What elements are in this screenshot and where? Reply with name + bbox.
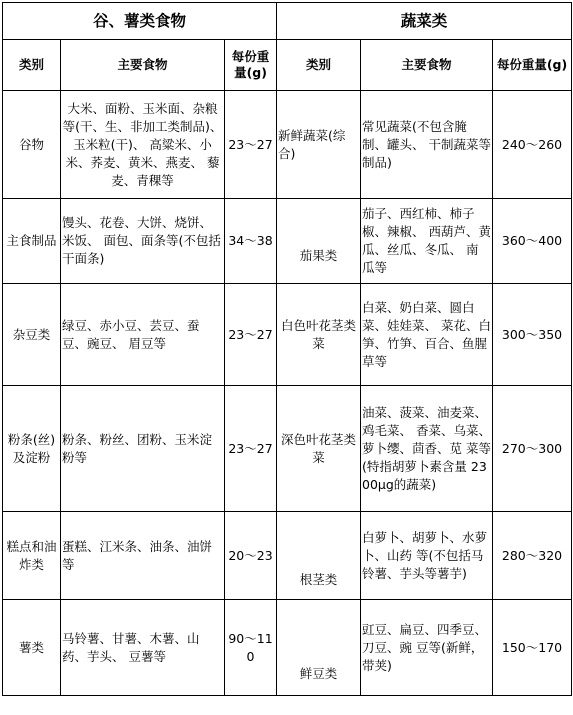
veg-category: 根茎类 — [277, 512, 361, 600]
veg-weight: 270～300 — [493, 386, 572, 512]
veg-main-food: 常见蔬菜(不包含腌制、罐头、 干制蔬菜等制品) — [361, 91, 493, 199]
veg-main-food: 油菜、菠菜、油麦菜、鸡毛菜、 香菜、乌菜、萝卜缨、茴香、苋 菜等(特指胡萝卜素含量 2300μg的蔬菜) — [361, 386, 493, 512]
section-title-vegetables: 蔬菜类 — [277, 3, 572, 40]
veg-weight: 360～400 — [493, 199, 572, 284]
grain-category: 杂豆类 — [3, 284, 61, 386]
header-veg-category: 类别 — [277, 40, 361, 91]
grain-category: 主食制品 — [3, 199, 61, 284]
column-header-row — [3, 40, 572, 91]
grain-main-food: 蛋糕、江米条、油条、油饼等 — [61, 512, 225, 600]
table-row — [3, 386, 572, 512]
grain-main-food: 绿豆、赤小豆、芸豆、蚕豆、豌豆、 眉豆等 — [61, 284, 225, 386]
grain-weight: 34～38 — [225, 199, 277, 284]
grain-weight: 23～27 — [225, 386, 277, 512]
veg-weight: 150～170 — [493, 600, 572, 696]
grain-weight: 23～27 — [225, 91, 277, 199]
table-row — [3, 91, 572, 199]
table-row — [3, 199, 572, 284]
header-veg-main-food: 主要食物 — [361, 40, 493, 91]
table-row — [3, 600, 572, 696]
grain-weight: 23～27 — [225, 284, 277, 386]
header-grain-main-food: 主要食物 — [61, 40, 225, 91]
veg-category: 新鲜蔬菜(综合) — [277, 91, 361, 199]
section-header-row — [3, 3, 572, 40]
header-grain-category: 类别 — [3, 40, 61, 91]
veg-weight: 300～350 — [493, 284, 572, 386]
veg-main-food: 茄子、西红柿、柿子椒、辣椒、 西葫芦、黄瓜、丝瓜、冬瓜、 南 瓜等 — [361, 199, 493, 284]
header-grain-weight: 每份重量(g) — [225, 40, 277, 91]
veg-weight: 280～320 — [493, 512, 572, 600]
veg-category: 茄果类 — [277, 199, 361, 284]
grain-main-food: 大米、面粉、玉米面、杂粮等(干、生、非加工类制品)、玉米粒(干)、 高粱米、小米、荞麦、黄米、燕麦、 藜麦、青稞等 — [61, 91, 225, 199]
grain-weight: 20～23 — [225, 512, 277, 600]
table-row — [3, 512, 572, 600]
veg-category: 鲜豆类 — [277, 600, 361, 696]
grain-category: 糕点和油炸类 — [3, 512, 61, 600]
table-row — [3, 284, 572, 386]
grain-weight: 90～110 — [225, 600, 277, 696]
grain-category: 粉条(丝)及淀粉 — [3, 386, 61, 512]
grain-category: 薯类 — [3, 600, 61, 696]
section-title-grains: 谷、薯类食物 — [3, 3, 277, 40]
veg-category: 深色叶花茎类菜 — [277, 386, 361, 512]
food-portion-table — [2, 2, 572, 696]
veg-main-food: 白菜、奶白菜、圆白菜、娃娃菜、 菜花、白笋、竹笋、百合、鱼腥 草等 — [361, 284, 493, 386]
veg-category: 白色叶花茎类菜 — [277, 284, 361, 386]
grain-main-food: 马铃薯、甘薯、木薯、山药、芋头、 豆薯等 — [61, 600, 225, 696]
grain-main-food: 馒头、花卷、大饼、烧饼、米饭、 面包、面条等(不包括干面条) — [61, 199, 225, 284]
grain-main-food: 粉条、粉丝、团粉、玉米淀粉等 — [61, 386, 225, 512]
header-veg-weight: 每份重量(g) — [493, 40, 572, 91]
veg-main-food: 豇豆、扁豆、四季豆、刀豆、豌 豆等(新鲜，带荚) — [361, 600, 493, 696]
veg-main-food: 白萝卜、胡萝卜、水萝卜、山药 等(不包括马铃薯、芋头等薯芋) — [361, 512, 493, 600]
grain-category: 谷物 — [3, 91, 61, 199]
veg-weight: 240～260 — [493, 91, 572, 199]
